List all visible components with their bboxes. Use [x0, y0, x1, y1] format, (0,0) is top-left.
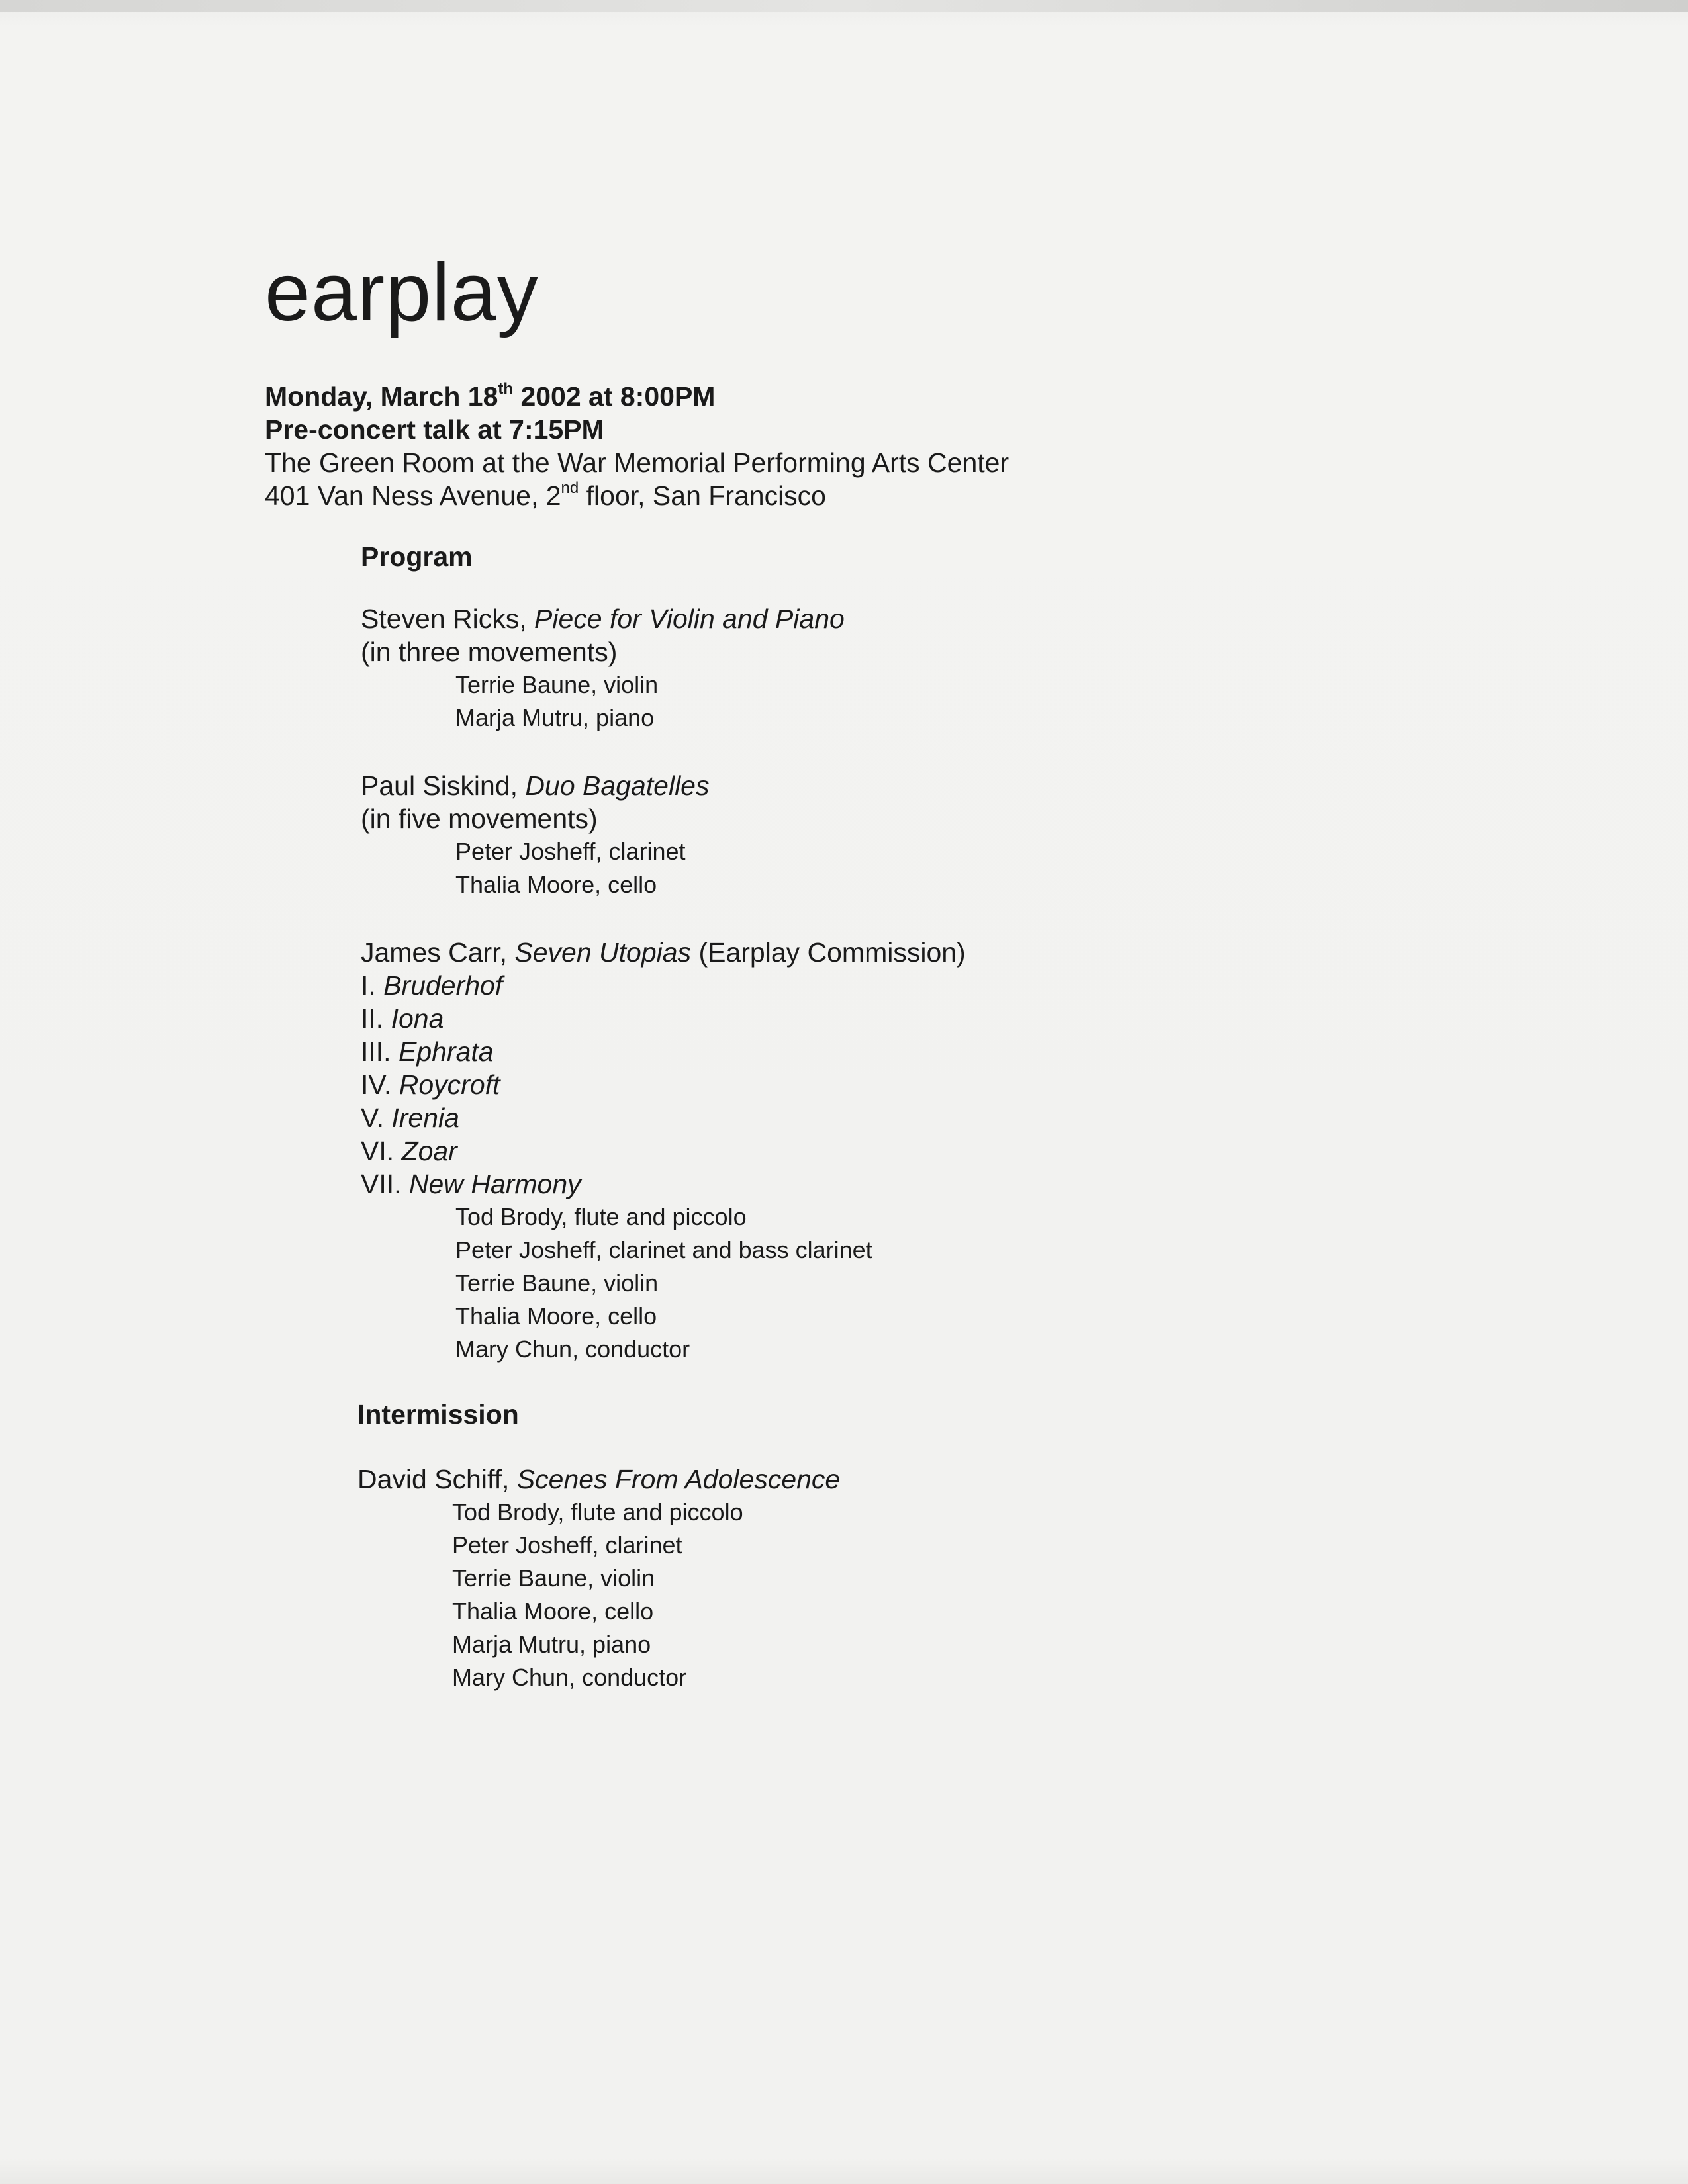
performer: Thalia Moore, cello	[455, 871, 657, 898]
movement-number: II.	[361, 1003, 391, 1034]
venue: The Green Room at the War Memorial Performing Arts Center	[265, 447, 1009, 478]
composer-name: James Carr,	[361, 937, 515, 968]
movement-name: Zoar	[401, 1136, 457, 1166]
composer-name: Steven Ricks,	[361, 604, 535, 634]
performer: Peter Josheff, clarinet	[452, 1531, 682, 1559]
movements-note: (in five movements)	[361, 803, 598, 834]
performer: Terrie Baune, violin	[455, 1269, 659, 1297]
work-carr	[361, 936, 1523, 1366]
movement-name: Ephrata	[398, 1036, 494, 1067]
movement-name: New Harmony	[408, 1169, 581, 1199]
work-heading	[357, 1463, 1523, 1496]
event-date-sup: th	[498, 380, 514, 398]
movement	[361, 1002, 1523, 1035]
composer-name: Paul Siskind,	[361, 770, 526, 801]
performer: Peter Josheff, clarinet	[455, 838, 686, 865]
performer: Tod Brody, flute and piccolo	[455, 1203, 747, 1230]
movement	[361, 1035, 1523, 1068]
movement	[361, 1134, 1523, 1167]
movements-note: (in three movements)	[361, 637, 618, 667]
commission-note: (Earplay Commission)	[691, 937, 966, 968]
work-title: Scenes From Adolescence	[516, 1464, 841, 1494]
address	[265, 479, 1523, 512]
work-title: Seven Utopias	[514, 937, 692, 968]
address-city: floor, San Francisco	[579, 480, 826, 511]
movement-number: IV.	[361, 1069, 399, 1100]
program-heading: Program	[361, 541, 473, 572]
performer: Terrie Baune, violin	[455, 671, 659, 698]
movement-name: Iona	[391, 1003, 444, 1034]
work-siskind	[361, 769, 1523, 901]
performer-list	[452, 1496, 1523, 1694]
movement-number: I.	[361, 970, 384, 1001]
movement-number: III.	[361, 1036, 399, 1067]
performer: Marja Mutru, piano	[455, 704, 655, 731]
performer: Mary Chun, conductor	[452, 1664, 687, 1691]
performer: Thalia Moore, cello	[455, 1302, 657, 1330]
page-title: earplay	[265, 247, 539, 338]
movement	[361, 1101, 1523, 1134]
work-heading	[361, 769, 1523, 802]
performer: Terrie Baune, violin	[452, 1565, 655, 1592]
event-date-text: Monday, March 18	[265, 381, 498, 412]
performer: Marja Mutru, piano	[452, 1631, 651, 1658]
address-sup: nd	[561, 479, 579, 497]
movement-number: V.	[361, 1103, 392, 1133]
event-details	[265, 380, 1523, 512]
movement-name: Bruderhof	[383, 970, 503, 1001]
movement-name: Roycroft	[399, 1069, 500, 1100]
preconcert-talk: Pre-concert talk at 7:15PM	[265, 414, 604, 445]
performer-list	[455, 835, 1523, 901]
movement	[361, 1068, 1523, 1101]
movement-list	[361, 969, 1523, 1201]
work-heading	[361, 936, 1523, 969]
intermission-heading: Intermission	[357, 1399, 519, 1430]
composer-name: David Schiff,	[357, 1464, 517, 1494]
movement	[361, 969, 1523, 1002]
work-ricks	[361, 602, 1523, 735]
performer: Mary Chun, conductor	[455, 1336, 690, 1363]
performer: Peter Josheff, clarinet and bass clarinet	[455, 1236, 872, 1263]
scan-top-edge	[0, 0, 1688, 12]
movement-name: Irenia	[391, 1103, 459, 1133]
work-title: Duo Bagatelles	[525, 770, 710, 801]
performer-list	[455, 1201, 1523, 1366]
movement-number: VI.	[361, 1136, 402, 1166]
performer: Thalia Moore, cello	[452, 1598, 654, 1625]
work-title: Piece for Violin and Piano	[534, 604, 845, 634]
work-heading	[361, 602, 1523, 635]
event-time-text: 2002 at 8:00PM	[513, 381, 716, 412]
program-content	[265, 247, 1523, 1694]
event-date	[265, 380, 1523, 413]
program-list	[361, 602, 1523, 1366]
performer: Tod Brody, flute and piccolo	[452, 1498, 743, 1525]
address-text: 401 Van Ness Avenue, 2	[265, 480, 561, 511]
performer-list	[455, 668, 1523, 735]
movement	[361, 1167, 1523, 1201]
work-schiff	[357, 1463, 1523, 1694]
movement-number: VII.	[361, 1169, 409, 1199]
second-half	[357, 1463, 1523, 1694]
